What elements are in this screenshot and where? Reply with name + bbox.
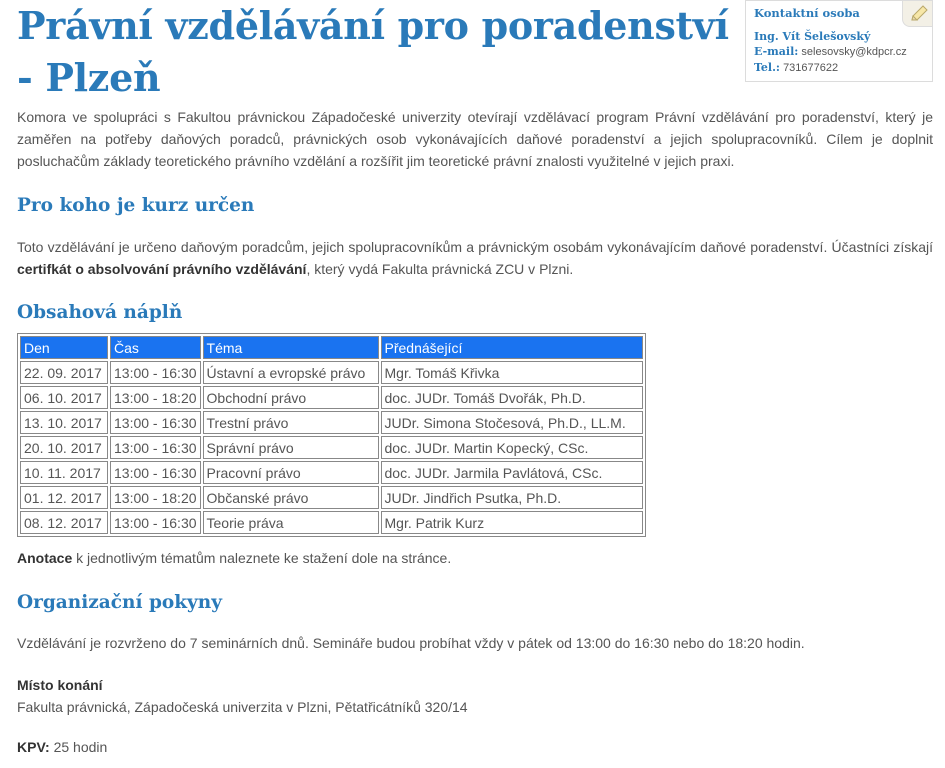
cell-time: 13:00 - 18:20 [110,386,201,409]
target-paragraph [17,236,933,280]
contact-email-label: E-mail: [754,45,799,58]
table-row [20,361,643,384]
contact-box [745,0,933,82]
column-header-topic: Téma [203,336,379,359]
cell-topic: Ústavní a evropské právo [203,361,379,384]
cell-topic: Trestní právo [203,411,379,434]
intro-paragraph: Komora ve spolupráci s Fakultou právnickou Západočeské univerzity otevírají vzdělávací program Právní vzdělávání pro poradenství, který je zaměřen na potřeby daňových poradců, právnických osob vykonávajících daňové poradenství a jejich spolupracovníků. Cílem je doplnit posluchačům základy teoretického právního vzdělání a rozšířit jim teoretické právní znalosti využitelné v jejich praxi. [17,109,933,169]
contact-phone-value: 731677622 [783,62,839,74]
place-label-text: Místo konání [17,677,103,693]
kpv-label: KPV: [17,739,50,755]
cell-lecturer: Mgr. Tomáš Křivka [381,361,643,384]
cell-topic: Správní právo [203,436,379,459]
cell-day: 06. 10. 2017 [20,386,108,409]
cell-topic: Teorie práva [203,511,379,534]
section-heading-organization: Organizační pokyny [17,592,222,613]
annotation-bold: Anotace [17,550,73,566]
cell-day: 01. 12. 2017 [20,486,108,509]
cell-lecturer: doc. JUDr. Tomáš Dvořák, Ph.D. [381,386,643,409]
table-row [20,486,643,509]
cell-time: 13:00 - 18:20 [110,486,201,509]
column-header-time: Čas [110,336,201,359]
contact-phone-label: Tel.: [754,61,780,74]
cell-time: 13:00 - 16:30 [110,511,201,534]
column-header-day: Den [20,336,108,359]
annotation-note [17,547,933,569]
cell-lecturer: Mgr. Patrik Kurz [381,511,643,534]
cell-day: 10. 11. 2017 [20,461,108,484]
target-text-after: , který vydá Fakulta právnická ZCU v Plzni. [306,261,574,277]
place-label [17,674,933,696]
target-text-bold: certifkát o absolvování právního vzdělávání [17,261,307,277]
cell-day: 20. 10. 2017 [20,436,108,459]
cell-lecturer: JUDr. Simona Stočesová, Ph.D., LL.M. [381,411,643,434]
target-text-before: Toto vzdělávání je určeno daňovým poradcům, jejich spolupracovníkům a právnickým osobám vykonávajícím daňové poradenství. Účastníci získají [17,239,933,255]
contact-email-row [754,44,924,60]
organization-paragraph: Vzdělávání je rozvrženo do 7 seminárních dnů. Semináře budou probíhat vždy v pátek od 13:00 do 16:30 nebo do 18:20 hodin. [17,635,805,651]
table-header-row [20,336,643,359]
annotation-rest: k jednotlivým tématům naleznete ke stažení dole na stránce. [72,550,452,566]
cell-time: 13:00 - 16:30 [110,361,201,384]
cell-topic: Pracovní právo [203,461,379,484]
pencil-icon [902,1,932,27]
contact-email-link[interactable]: selesovsky@kdpcr.cz [801,46,907,58]
place-value: Fakulta právnická, Západočeská univerzita v Plzni, Pětatřicátníků 320/14 [17,699,468,715]
cell-time: 13:00 - 16:30 [110,461,201,484]
contact-title: Kontaktní osoba [754,6,860,20]
cell-topic: Občanské právo [203,486,379,509]
contact-name: Ing. Vít Šelešovský [754,30,871,43]
table-row [20,461,643,484]
cell-topic: Obchodní právo [203,386,379,409]
cell-lecturer: doc. JUDr. Jarmila Pavlátová, CSc. [381,461,643,484]
table-row [20,411,643,434]
kpv-value: 25 hodin [49,739,108,755]
schedule-table [17,333,646,537]
cell-time: 13:00 - 16:30 [110,436,201,459]
table-row [20,436,643,459]
contact-phone-row [754,60,924,76]
column-header-lecturer: Přednášející [381,336,643,359]
section-heading-target: Pro koho je kurz určen [17,195,255,216]
cell-time: 13:00 - 16:30 [110,411,201,434]
page-title: Právní vzdělávání pro poradenství - Plzeň [17,3,729,100]
cell-day: 13. 10. 2017 [20,411,108,434]
cell-lecturer: JUDr. Jindřich Psutka, Ph.D. [381,486,643,509]
kpv-line [17,736,933,758]
table-row [20,386,643,409]
cell-day: 22. 09. 2017 [20,361,108,384]
cell-lecturer: doc. JUDr. Martin Kopecký, CSc. [381,436,643,459]
cell-day: 08. 12. 2017 [20,511,108,534]
section-heading-content: Obsahová náplň [17,302,183,323]
table-row [20,511,643,534]
